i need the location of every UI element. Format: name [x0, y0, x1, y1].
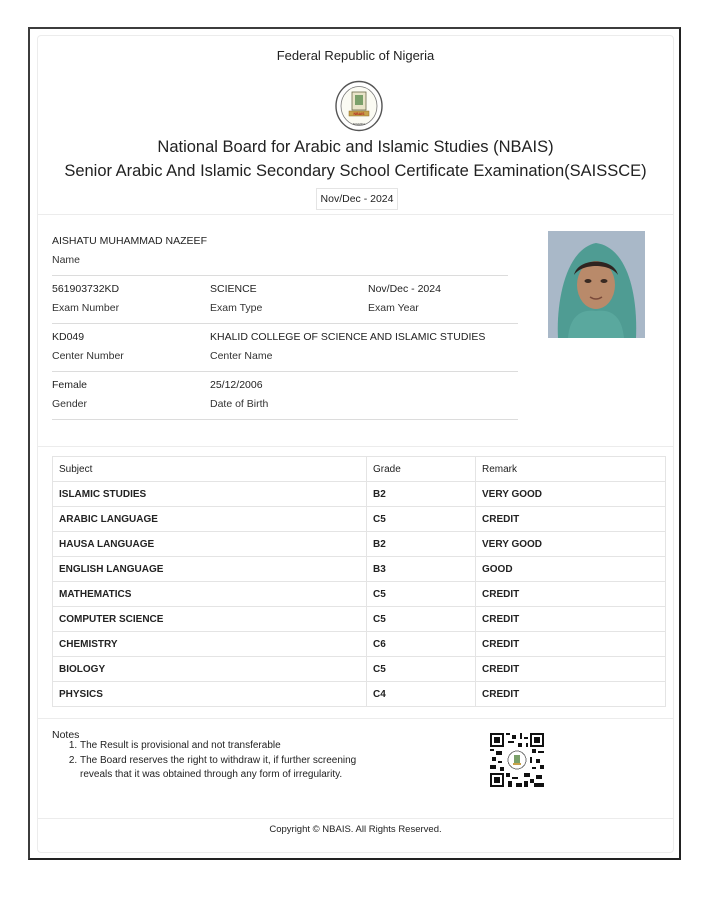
table-row: [53, 582, 666, 607]
header-remark: Remark: [476, 457, 666, 482]
remark-cell: VERY GOOD: [476, 482, 666, 507]
exam-type-field: [210, 283, 262, 314]
exam-row: [52, 283, 518, 324]
table-row: [53, 632, 666, 657]
subject-cell: MATHEMATICS: [53, 582, 367, 607]
remark-cell: VERY GOOD: [476, 532, 666, 557]
name-field: [52, 235, 207, 266]
personal-row: [52, 379, 518, 420]
result-slip-frame: [28, 27, 681, 860]
gender-value: Female: [52, 379, 88, 391]
exam-type-value: SCIENCE: [210, 283, 257, 295]
svg-text:NIGERIA: NIGERIA: [352, 122, 366, 126]
header-grade: Grade: [367, 457, 476, 482]
table-row: [53, 682, 666, 707]
name-row: [52, 235, 508, 276]
notes-list: [52, 739, 380, 783]
table-row: [53, 657, 666, 682]
nbais-seal-icon: [334, 80, 384, 132]
notes-section: [38, 718, 673, 819]
remark-cell: CREDIT: [476, 507, 666, 532]
exam-title: Senior Arabic And Islamic Secondary School Certificate Examination(SAISSCE): [64, 162, 647, 180]
grade-cell: C6: [367, 632, 476, 657]
subject-cell: PHYSICS: [53, 682, 367, 707]
results-table: [52, 456, 666, 707]
subject-cell: ARABIC LANGUAGE: [53, 507, 367, 532]
dob-label: Date of Birth: [210, 398, 269, 410]
subject-cell: HAUSA LANGUAGE: [53, 532, 367, 557]
results-section: [38, 446, 673, 719]
qr-code-icon: [490, 733, 544, 787]
grade-cell: B2: [367, 482, 476, 507]
notes-title: Notes: [52, 729, 80, 741]
header: [38, 36, 673, 214]
svg-text:NBAIS: NBAIS: [353, 112, 365, 116]
remark-cell: CREDIT: [476, 582, 666, 607]
remark-cell: CREDIT: [476, 607, 666, 632]
header-subject: Subject: [53, 457, 367, 482]
footer: [38, 818, 673, 835]
exam-number-value: 561903732KD: [52, 283, 120, 295]
center-number-value: KD049: [52, 331, 85, 343]
gender-label: Gender: [52, 398, 88, 410]
remark-cell: GOOD: [476, 557, 666, 582]
subject-cell: ISLAMIC STUDIES: [53, 482, 367, 507]
note-item: 2. The Board reserves the right to withdraw it, if further screening reveals that it was obtained through any form of irregularity.: [80, 754, 380, 783]
grade-cell: C5: [367, 607, 476, 632]
table-row: [53, 557, 666, 582]
copyright-text: Copyright © NBAIS. All Rights Reserved.: [269, 824, 442, 835]
name-value: AISHATU MUHAMMAD NAZEEF: [52, 235, 207, 247]
subject-cell: ENGLISH LANGUAGE: [53, 557, 367, 582]
subject-cell: COMPUTER SCIENCE: [53, 607, 367, 632]
candidate-photo: [548, 231, 645, 338]
center-number-field: [52, 331, 124, 362]
center-name-value: KHALID COLLEGE OF SCIENCE AND ISLAMIC STUDIES: [210, 331, 486, 343]
grade-cell: C5: [367, 582, 476, 607]
exam-year-label: Exam Year: [368, 302, 419, 314]
grade-cell: C5: [367, 507, 476, 532]
gender-field: [52, 379, 87, 410]
result-card: [37, 35, 674, 853]
remark-cell: CREDIT: [476, 657, 666, 682]
dob-field: [210, 379, 268, 410]
table-row: [53, 507, 666, 532]
table-row: [53, 607, 666, 632]
subject-cell: BIOLOGY: [53, 657, 367, 682]
table-header-row: [53, 457, 666, 482]
grade-cell: B3: [367, 557, 476, 582]
grade-cell: C5: [367, 657, 476, 682]
table-row: [53, 482, 666, 507]
center-name-label: Center Name: [210, 350, 273, 362]
subject-cell: CHEMISTRY: [53, 632, 367, 657]
note-item: 1. The Result is provisional and not transferable: [80, 739, 380, 754]
exam-number-field: [52, 283, 119, 314]
center-number-label: Center Number: [52, 350, 124, 362]
exam-number-label: Exam Number: [52, 302, 120, 314]
grade-cell: C4: [367, 682, 476, 707]
table-row: [53, 532, 666, 557]
board-name: National Board for Arabic and Islamic Studies (NBAIS): [157, 138, 554, 156]
name-label: Name: [52, 254, 81, 266]
center-row: [52, 331, 518, 372]
remark-cell: CREDIT: [476, 632, 666, 657]
center-name-field: [210, 331, 485, 362]
exam-year-field: [368, 283, 441, 314]
exam-year-value: Nov/Dec - 2024: [368, 283, 441, 295]
remark-cell: CREDIT: [476, 682, 666, 707]
country-title: Federal Republic of Nigeria: [276, 48, 435, 63]
session-badge: Nov/Dec - 2024: [316, 188, 398, 210]
grade-cell: B2: [367, 532, 476, 557]
dob-value: 25/12/2006: [210, 379, 263, 391]
exam-type-label: Exam Type: [210, 302, 263, 314]
candidate-info: [38, 214, 673, 447]
